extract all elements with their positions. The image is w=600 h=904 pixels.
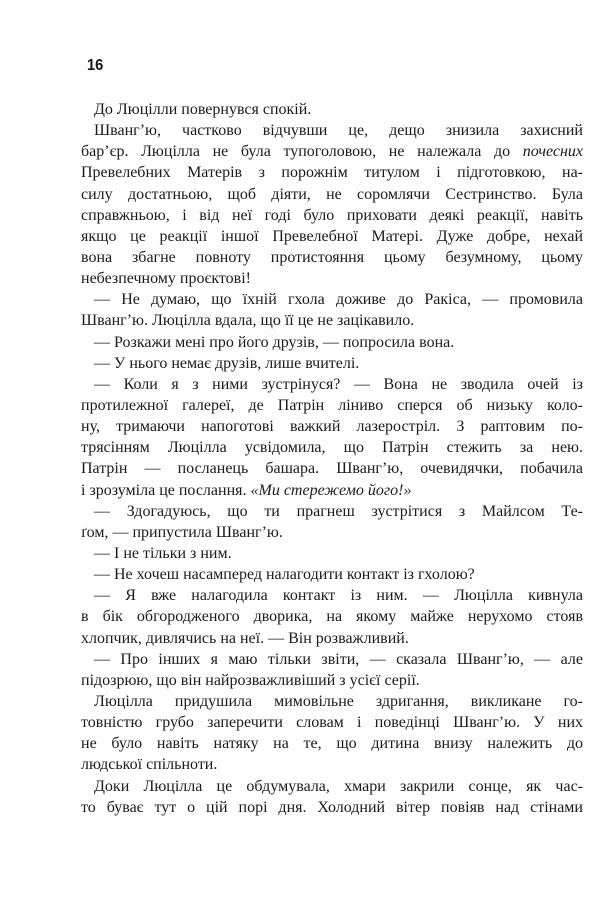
italic-text-run: «Ми стережемо його!» [250,481,412,499]
text-run: небезпечному проєктові! [81,270,252,288]
text-run: то буває тут о цій порі дня. Холодний вітер повіяв над стінами [81,798,583,816]
text-run: — Про інших я маю тільки звіти, — сказала Шванг’ю, — але [94,650,583,668]
text-run: — Розкажи мені про його друзів, — попросила вона. [94,333,455,351]
text-run: Патрін — посланець башара. Шванг’ю, очевидячки, побачила [81,460,583,478]
text-run: силу достатньою, щоб діяти, не соромлячи Сестринство. Була [81,185,583,203]
text-run: і зрозуміла це послання. [81,481,251,499]
text-line [81,522,583,543]
text-line [81,480,583,501]
text-line [81,754,583,775]
page-number: 16 [87,57,104,74]
text-line [81,670,583,691]
text-line [81,120,583,141]
text-line [81,606,583,627]
text-line [81,332,583,353]
text-run: — У нього немає друзів, лише вчителі. [94,354,360,372]
text-run: — Не думаю, що їхній гхола доживе до Ракіса, — промовила [94,291,583,309]
text-run: Шванг’ю. Люцілла вдала, що її це не зацікавило. [81,312,415,330]
text-line [81,649,583,670]
text-line [81,310,583,331]
text-line [81,162,583,183]
text-run: ну, тримаючи напоготові важкий лазеростріл. З раптовим по- [81,418,583,436]
text-line [81,416,583,437]
text-line [81,797,583,818]
text-run: ґом, — припустила Шванг’ю. [81,523,283,541]
text-line [81,437,583,458]
text-run: — Не хочеш насамперед налагодити контакт із гхолою? [94,566,475,584]
text-run: — І не тільки з ним. [94,544,232,562]
text-run: Превелебних Матерів з порожнім титулом і підготовкою, на- [81,164,583,182]
text-line [81,247,583,268]
text-line [81,458,583,479]
text-run: — Я вже налагодила контакт із ним. — Люцілла кивнула [94,587,583,605]
text-line [81,205,583,226]
text-run: Шванг’ю, частково відчувши це, дещо знизила захисний [94,122,583,140]
text-line [81,585,583,606]
text-block [81,99,583,818]
text-line [81,691,583,712]
text-line [81,776,583,797]
text-run: — Здогадуюсь, що ти прагнеш зустрітися з Майлсом Те- [94,502,583,520]
text-run: До Люцілли повернувся спокій. [94,101,312,118]
text-line [81,564,583,585]
text-line [81,733,583,754]
text-line [81,141,583,162]
text-line [81,226,583,247]
text-line [81,184,583,205]
text-line [81,268,583,289]
text-run: товністю грубо заперечити словам і поведінці Шванг’ю. У них [81,714,583,732]
text-line [81,628,583,649]
text-line [81,99,583,120]
text-run: вона збагне повноту протистояння цьому безумному, цьому [81,248,583,266]
text-run: протилежної галереї, де Патрін ліниво сперся об низьку коло- [81,396,583,414]
text-run: Люцілла придушила мимовільне здригання, викликане го- [94,692,583,710]
text-run: бар’єр. Люцілла не була тупоголовою, не належала до [81,143,523,161]
text-line [81,501,583,522]
text-run: людської спільноти. [81,756,218,774]
text-line [81,712,583,733]
text-run: в бік обгородженого дворика, на якому майже нерухомо стояв [81,608,583,626]
text-run: хлопчик, дивлячись на неї. — Він розважливий. [81,629,409,647]
text-line [81,395,583,416]
italic-text-run: почесних [522,143,583,161]
text-run: підозрюю, що він найрозважливіший з усієї серії. [81,671,420,689]
text-line [81,353,583,374]
text-run: трясінням Люцілла усвідомила, що Патрін стежить за нею. [81,439,583,457]
text-run: Доки Люцілла це обдумувала, хмари закрили сонце, як час- [94,777,583,795]
text-run: справжньою, і від неї годі було приховати деякі реакції, навіть [81,206,583,224]
text-run: якщо це реакції іншої Превелебної Матері. Дуже добре, нехай [81,227,583,245]
text-line [81,374,583,395]
text-line [81,289,583,310]
text-run: — Коли я з ними зустрінуся? — Вона не зводила очей із [94,375,583,393]
text-line [81,543,583,564]
text-run: не було навіть натяку на те, що дитина внизу належить до [81,735,583,753]
